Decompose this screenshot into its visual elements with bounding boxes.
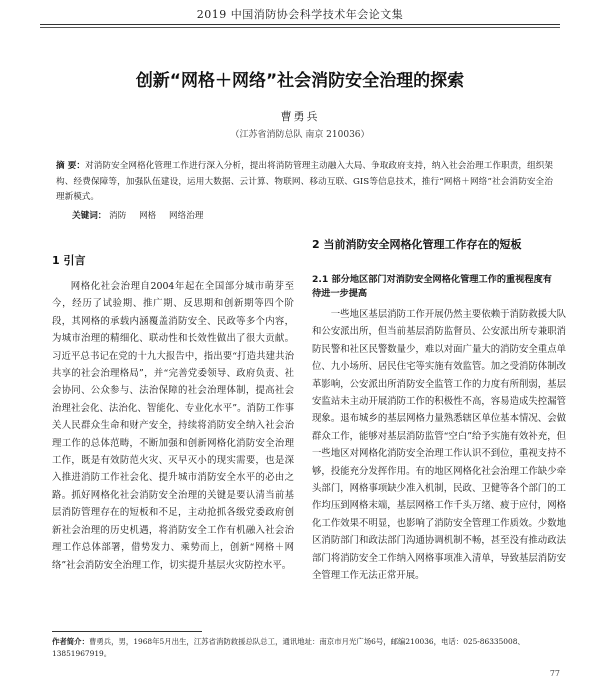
footnote-rule <box>52 631 202 632</box>
section-2-heading: 2 当前消防安全网格化管理工作存在的短板 <box>312 238 522 251</box>
header-rule <box>40 24 560 25</box>
author-name: 曹勇兵 <box>280 110 320 123</box>
paper-title: 创新“网格＋网络”社会消防安全治理的探索 <box>135 71 465 91</box>
footnote-text: 曹勇兵，男，1968年5月出生，江苏省消防救援总队总工，通讯地址：南京市月光广场6号，邮编210036，电话：025-86335008、13851967919。 <box>52 637 525 658</box>
keyword: 网络治理 <box>169 211 204 221</box>
abstract-label: 摘 要： <box>56 161 86 171</box>
keyword: 消防 <box>109 211 127 221</box>
author-footnote <box>52 636 560 660</box>
keywords <box>72 209 213 221</box>
section-2-1-heading: 2.1 部分地区部门对消防安全网格化管理工作的重视程度有待进一步提高 <box>312 274 552 299</box>
header-rule-thin <box>40 27 560 28</box>
abstract <box>56 159 553 206</box>
footnote-label: 作者简介： <box>52 637 89 646</box>
section-1-body: 网格化社会治理自2004年起在全国部分城市萌芽至今，经历了试验期、推广期、反思期和创新期等四个阶段，其网格的承载内涵覆盖消防安全、民政等多个内容，为城市治理的精细化、联动性和长效性做出了很大贡献。习近平总书记在党的十九大报告中，指出要“打造共建共治共享的社会治理格局”，并“完善党委领导、政府负责、社会协同、公众参与、法治保障的社会治理体制，提高社会治理社会化、法治化、智能化、专业化水平”。消防工作事关人民群众生命和财产安全，持续将消防安全纳入社会治理工作的总体范畴，不断加强和创新网格化消防安全治理工作，既是有效防范火灾、灭早灭小的现实需要，也是深入推进消防工作社会化、提升城市消防安全水平的必由之路。抓好网格化社会消防安全治理的关键是要认清当前基层消防管理存在的短板和不足，主动抢抓各级党委政府创新社会治理的历史机遇，将消防安全工作有机融入社会治理工作总体部署，借势发力、乘势而上，创新“网格＋网络”社会消防安全治理工作，切实提升基层火灾防控水平。 <box>52 281 294 571</box>
page-number: 77 <box>549 669 560 678</box>
author-affiliation: （江苏省消防总队 南京 210036） <box>230 130 370 140</box>
keyword: 网格 <box>139 211 157 221</box>
section-1-heading: 1 引言 <box>52 254 86 267</box>
abstract-text: 对消防安全网格化管理工作进行深入分析，提出将消防管理主动融入大局、争取政府支持，纳入社会治理工作职责，组织架构、经费保障等，加强队伍建设，运用大数据、云计算、物联网、移动互联、GIS等信息技术，推行“网格＋网络”社会消防安全治理新模式。 <box>56 161 553 202</box>
keywords-label: 关键词： <box>72 211 107 221</box>
running-header: 2019 中国消防协会科学技术年会论文集 <box>196 8 404 21</box>
section-2-1-body: 一些地区基层消防工作开展仍然主要依赖于消防救援大队和公安派出所，但当前基层消防监督员、公安派出所专兼职消防民警和社区民警数量少，难以对面广量大的消防安全重点单位、九小场所、居民住宅等实施有效监管。加之受消防体制改革影响，公安派出所消防安全监管工作的力度有所削弱，基层安监站未主动开展消防工作的积极性不高，容易造成失控漏管现象。退布城乡的基层网格力量熟悉辖区单位基本情况、会做群众工作，能够对基层消防监管“空白”给予实施有效补充，但一些地区对网格化消防安全治理工作认识不到位，重视支持不够，投能充分发挥作用。有的地区网格化社会治理工作缺少牵头部门，网格事项缺少准入机制，民政、卫健等各个部门的工作均压到网格末端，基层网格工作千头万绪、疲于应付，网格化工作效果不明显，也影响了消防安全管理工作质效。少数地区消防部门和政法部门沟通协调机制不畅，甚至没有推动政法部门将消防安全工作纳入网格事项准入清单，导致基层消防安全管理工作无法正常开展。 <box>312 309 566 582</box>
